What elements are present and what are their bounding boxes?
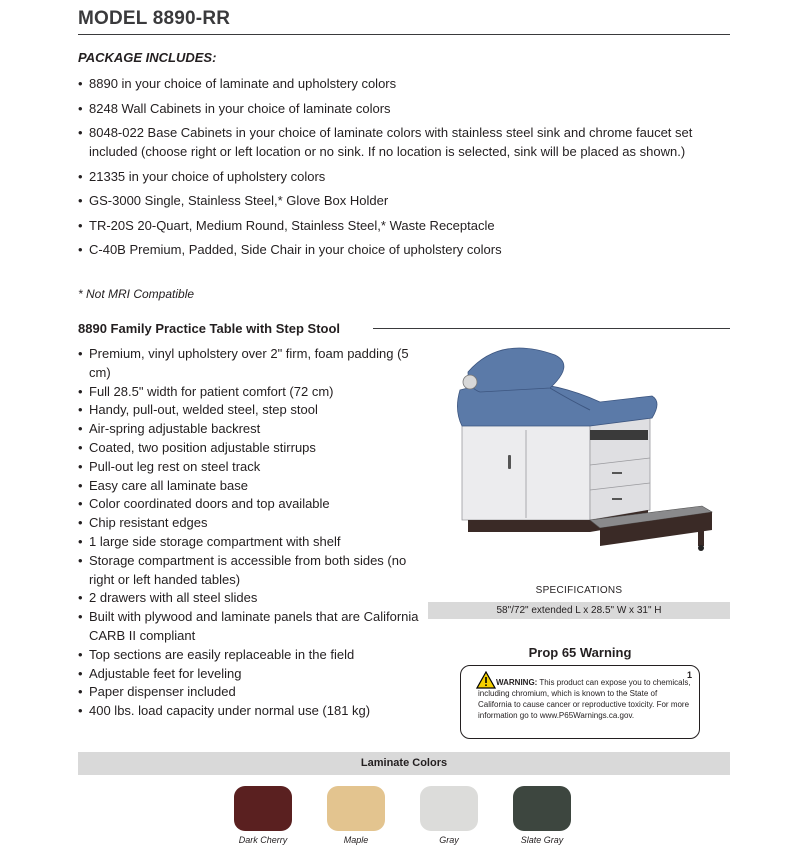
feature-list (78, 345, 428, 721)
package-item: • 8048-022 Base Cabinets in your choice of laminate colors with stainless steel sink and chrome faucet set included (choose right or left location or no sink. If no location is selected, sink will be placed as shown.) (78, 123, 718, 161)
feature-item: • Built with plywood and laminate panels that are California CARB II compliant (78, 608, 428, 646)
swatch-slate-gray (513, 786, 571, 831)
dimensions: 58"/72" extended L x 28.5" W x 31" H (428, 602, 730, 619)
feature-item: • Pull-out leg rest on steel track (78, 458, 428, 477)
feature-item: • Top sections are easily replaceable in the field (78, 646, 428, 665)
feature-item: • Handy, pull-out, welded steel, step stool (78, 401, 428, 420)
swatch-label: Dark Cherry (238, 835, 288, 845)
feature-item: • 400 lbs. load capacity under normal use (181 kg) (78, 702, 428, 721)
feature-item: • Paper dispenser included (78, 683, 428, 702)
specifications-label: SPECIFICATIONS (535, 585, 623, 596)
prop65-text (478, 677, 693, 721)
title-divider (78, 34, 730, 35)
swatch-label: Maple (343, 835, 369, 845)
feature-item: • 2 drawers with all steel slides (78, 589, 428, 608)
model-title: MODEL 8890-RR (78, 8, 231, 29)
laminate-heading: Laminate Colors (78, 752, 730, 775)
feature-item: • Chip resistant edges (78, 514, 428, 533)
prop65-number: 1 (687, 670, 693, 680)
swatch-dark-cherry (234, 786, 292, 831)
swatch-label: Slate Gray (520, 835, 564, 845)
feature-item: • Full 28.5" width for patient comfort (72 cm) (78, 383, 428, 402)
feature-item: • Premium, vinyl upholstery over 2" firm, foam padding (5 cm) (78, 345, 428, 383)
feature-item: • Color coordinated doors and top available (78, 495, 428, 514)
mri-note: * Not MRI Compatible (78, 287, 195, 301)
package-heading: PACKAGE INCLUDES: (78, 50, 217, 65)
exam-table-image (440, 330, 725, 570)
swatch-maple (327, 786, 385, 831)
package-item: • C-40B Premium, Padded, Side Chair in your choice of upholstery colors (78, 240, 718, 259)
feature-item: • Adjustable feet for leveling (78, 665, 428, 684)
feature-item: • Coated, two position adjustable stirrups (78, 439, 428, 458)
warning-body: This product can expose you to chemicals, including chromium, which is known to the State of California to cause cancer or reproductive toxicity. For more information go to www.P65Warnings.ca.gov. (478, 678, 691, 720)
package-item: • 8890 in your choice of laminate and upholstery colors (78, 74, 718, 93)
package-item: • 21335 in your choice of upholstery colors (78, 167, 718, 186)
section-divider (373, 328, 730, 329)
feature-item: • Storage compartment is accessible from both sides (no right or left handed tables) (78, 552, 428, 590)
feature-item: • 1 large side storage compartment with shelf (78, 533, 428, 552)
feature-item: • Easy care all laminate base (78, 477, 428, 496)
package-item: • TR-20S 20-Quart, Medium Round, Stainless Steel,* Waste Receptacle (78, 216, 718, 235)
table-section-heading: 8890 Family Practice Table with Step Stool (78, 321, 341, 336)
warning-label: WARNING: (496, 678, 538, 687)
package-list (78, 74, 718, 265)
feature-item: • Air-spring adjustable backrest (78, 420, 428, 439)
package-item: • 8248 Wall Cabinets in your choice of laminate colors (78, 99, 718, 118)
swatch-gray (420, 786, 478, 831)
swatch-label: Gray (439, 835, 459, 845)
package-item: • GS-3000 Single, Stainless Steel,* Glove Box Holder (78, 191, 718, 210)
prop65-title: Prop 65 Warning (528, 645, 632, 660)
